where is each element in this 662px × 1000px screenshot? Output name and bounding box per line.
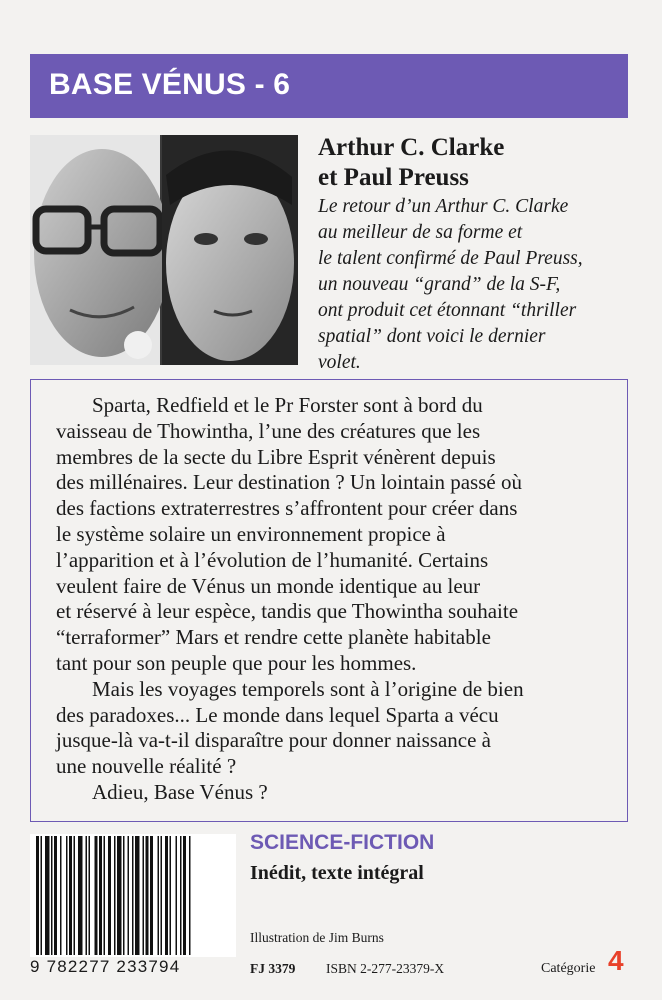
synopsis-line: et réservé à leur espèce, tandis que Thowintha souhaite bbox=[56, 599, 519, 624]
barcode-bar bbox=[99, 836, 102, 955]
barcode-bar bbox=[176, 836, 178, 955]
synopsis-line: Mais les voyages temporels sont à l’origine de bien bbox=[92, 676, 524, 701]
synopsis-line: tant pour son peuple que pour les hommes. bbox=[56, 650, 417, 675]
synopsis-line: des millénaires. Leur destination ? Un lointain passé où bbox=[56, 470, 522, 495]
author-line-2: et Paul Preuss bbox=[318, 164, 469, 191]
barcode-bar bbox=[104, 836, 106, 955]
synopsis-line: membres de la secte du Libre Esprit vénèrent depuis bbox=[56, 444, 496, 469]
synopsis-line: des factions extraterrestres s’affrontent pour créer dans bbox=[56, 496, 518, 521]
synopsis-line: “terraformer” Mars et rendre cette planète habitable bbox=[56, 625, 491, 650]
title-banner bbox=[30, 54, 628, 118]
barcode-bar bbox=[108, 836, 111, 955]
barcode-bar bbox=[114, 836, 116, 955]
barcode-digits: 9 782277 233794 bbox=[30, 957, 181, 976]
barcode-bar bbox=[45, 836, 50, 955]
barcode-bar bbox=[66, 836, 68, 955]
category-label: Catégorie bbox=[541, 961, 596, 976]
illustration-credit: Illustration de Jim Burns bbox=[250, 930, 384, 945]
collection-label: SCIENCE-FICTION bbox=[250, 831, 435, 854]
barcode-bar bbox=[189, 836, 191, 955]
barcode-bar bbox=[78, 836, 83, 955]
barcode-bar bbox=[132, 836, 134, 955]
barcode-bar bbox=[41, 836, 43, 955]
barcode-bar bbox=[95, 836, 98, 955]
barcode-bar bbox=[165, 836, 168, 955]
barcode-bar bbox=[86, 836, 88, 955]
isbn-number: ISBN 2-277-23379-X bbox=[326, 961, 445, 976]
book-title: BASE VÉNUS - 6 bbox=[49, 68, 291, 101]
barcode-bar bbox=[135, 836, 140, 955]
blurb-line: ont produit cet étonnant “thriller bbox=[318, 300, 577, 321]
barcode-bar bbox=[158, 836, 160, 955]
author-line-1: Arthur C. Clarke bbox=[318, 134, 505, 161]
barcode-bar bbox=[161, 836, 163, 955]
blurb-line: au meilleur de sa forme et bbox=[318, 222, 523, 243]
synopsis-line: l’apparition et à l’évolution de l’humanité. Certains bbox=[56, 547, 489, 572]
barcode-graphic bbox=[30, 834, 236, 957]
barcode-bar bbox=[170, 836, 172, 955]
blurb-line: spatial” dont voici le dernier bbox=[318, 326, 546, 347]
synopsis-line: Sparta, Redfield et le Pr Forster sont à bord du bbox=[92, 393, 483, 417]
barcode-bar bbox=[128, 836, 130, 955]
author-names bbox=[318, 133, 504, 193]
synopsis-line: Adieu, Base Vénus ? bbox=[92, 779, 268, 804]
synopsis-line: le système solaire un environnement propice à bbox=[56, 521, 446, 546]
synopsis-box bbox=[30, 379, 628, 822]
barcode-bar bbox=[74, 836, 76, 955]
barcode-bar bbox=[69, 836, 72, 955]
barcode bbox=[30, 834, 236, 957]
barcode-bar bbox=[183, 836, 186, 955]
synopsis-line: veulent faire de Vénus un monde identique au leur bbox=[56, 573, 481, 598]
synopsis-line: jusque-là va-t-il disparaître pour donner naissance à bbox=[56, 728, 492, 753]
blurb-line: Le retour d’un Arthur C. Clarke bbox=[318, 196, 569, 217]
edition-label: Inédit, texte intégral bbox=[250, 862, 424, 884]
synopsis-line: des paradoxes... Le monde dans lequel Sparta a vécu bbox=[56, 702, 499, 727]
barcode-bar bbox=[60, 836, 62, 955]
category-number: 4 bbox=[608, 945, 624, 976]
blurb-line: le talent confirmé de Paul Preuss, bbox=[318, 248, 583, 269]
barcode-bar bbox=[36, 836, 39, 955]
barcode-bar bbox=[54, 836, 57, 955]
catalog-code: FJ 3379 bbox=[250, 961, 296, 976]
synopsis-line: vaisseau de Thowintha, l’une des créatures que les bbox=[56, 418, 481, 443]
author-photo bbox=[30, 135, 298, 365]
barcode-bar bbox=[89, 836, 91, 955]
barcode-bar bbox=[123, 836, 125, 955]
blurb-line: volet. bbox=[318, 352, 361, 373]
barcode-bar bbox=[180, 836, 182, 955]
barcode-bar bbox=[146, 836, 149, 955]
blurb-line: un nouveau “grand” de la S-F, bbox=[318, 274, 561, 295]
barcode-bar bbox=[51, 836, 53, 955]
blurb bbox=[318, 194, 583, 376]
barcode-bar bbox=[143, 836, 145, 955]
synopsis-line: une nouvelle réalité ? bbox=[56, 754, 237, 779]
barcode-bar bbox=[150, 836, 153, 955]
barcode-bar bbox=[117, 836, 122, 955]
synopsis-text bbox=[56, 393, 524, 806]
